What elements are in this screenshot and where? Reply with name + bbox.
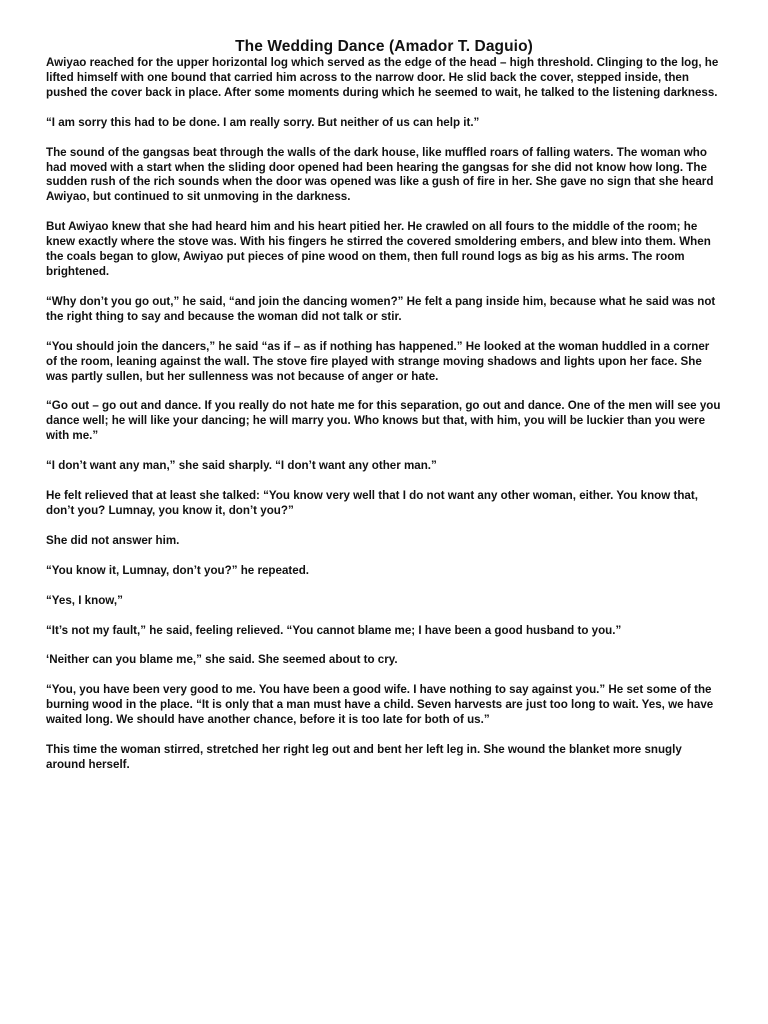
document-title: The Wedding Dance (Amador T. Daguio) [235,38,533,55]
paragraph: “I am sorry this had to be done. I am really sorry. But neither of us can help it.” [46,115,480,129]
paragraph: “Go out – go out and dance. If you really do not hate me for this separation, go out and dance. One of the men will see you dance well; he will like your dancing; he will marry you. Who knows but that, with him, you will be luckier than you were with me.” [46,399,721,443]
paragraph: ‘Neither can you blame me,” she said. She seemed about to cry. [46,653,398,667]
document-body [46,56,722,788]
paragraph: “It’s not my fault,” he said, feeling relieved. “You cannot blame me; I have been a good husband to you.” [46,623,622,637]
paragraph: “You should join the dancers,” he said “as if – as if nothing has happened.” He looked at the woman huddled in a corner of the room, leaning against the wall. The stove fire played with strange moving shadows and lights upon her face. She was partly sullen, but her sullenness was not because of anger or hate. [46,339,710,383]
paragraph: “Yes, I know,” [46,593,123,607]
paragraph: “I don’t want any man,” she said sharply. “I don’t want any other man.” [46,459,437,473]
paragraph: She did not answer him. [46,533,180,547]
paragraph: Awiyao reached for the upper horizontal log which served as the edge of the head – high threshold. Clinging to the log, he lifted himself with one bound that carried him across to the narrow door. He slid back the cover, stepped inside, then pushed the cover back in place. After some moments during which he seemed to wait, he talked to the listening darkness. [46,56,719,99]
paragraph: “You, you have been very good to me. You have been a good wife. I have nothing to say against you.” He set some of the burning wood in the place. “It is only that a man must have a child. Seven harvests are just too long to wait. Yes, we have waited long. We should have another chance, before it is too late for both of us.” [46,683,714,727]
paragraph: The sound of the gangsas beat through the walls of the dark house, like muffled roars of falling waters. The woman who had moved with a start when the sliding door opened had been hearing the gangsas for she did not know how long. The sudden rush of the rich sounds when the door was opened was like a gush of fire in her. She gave no sign that she heard Awiyao, but continued to sit unmoving in the darkness. [46,145,714,204]
paragraph: “Why don’t you go out,” he said, “and join the dancing women?” He felt a pang inside him, because what he said was not the right thing to say and because the woman did not talk or stir. [46,294,716,323]
paragraph: He felt relieved that at least she talked: “You know very well that I do not want any other woman, either. You know that, don’t you? Lumnay, you know it, don’t you?” [46,489,698,517]
paragraph: But Awiyao knew that she had heard him and his heart pitied her. He crawled on all fours to the middle of the room; he knew exactly where the stove was. With his fingers he stirred the covered smoldering embers, and blew into them. When the coals began to glow, Awiyao put pieces of pine wood on them, then full round logs as big as his arms. The room brightened. [46,220,711,278]
paragraph: “You know it, Lumnay, don’t you?” he repeated. [46,563,310,577]
paragraph: This time the woman stirred, stretched her right leg out and bent her left leg in. She wound the blanket more snugly around herself. [46,743,682,771]
